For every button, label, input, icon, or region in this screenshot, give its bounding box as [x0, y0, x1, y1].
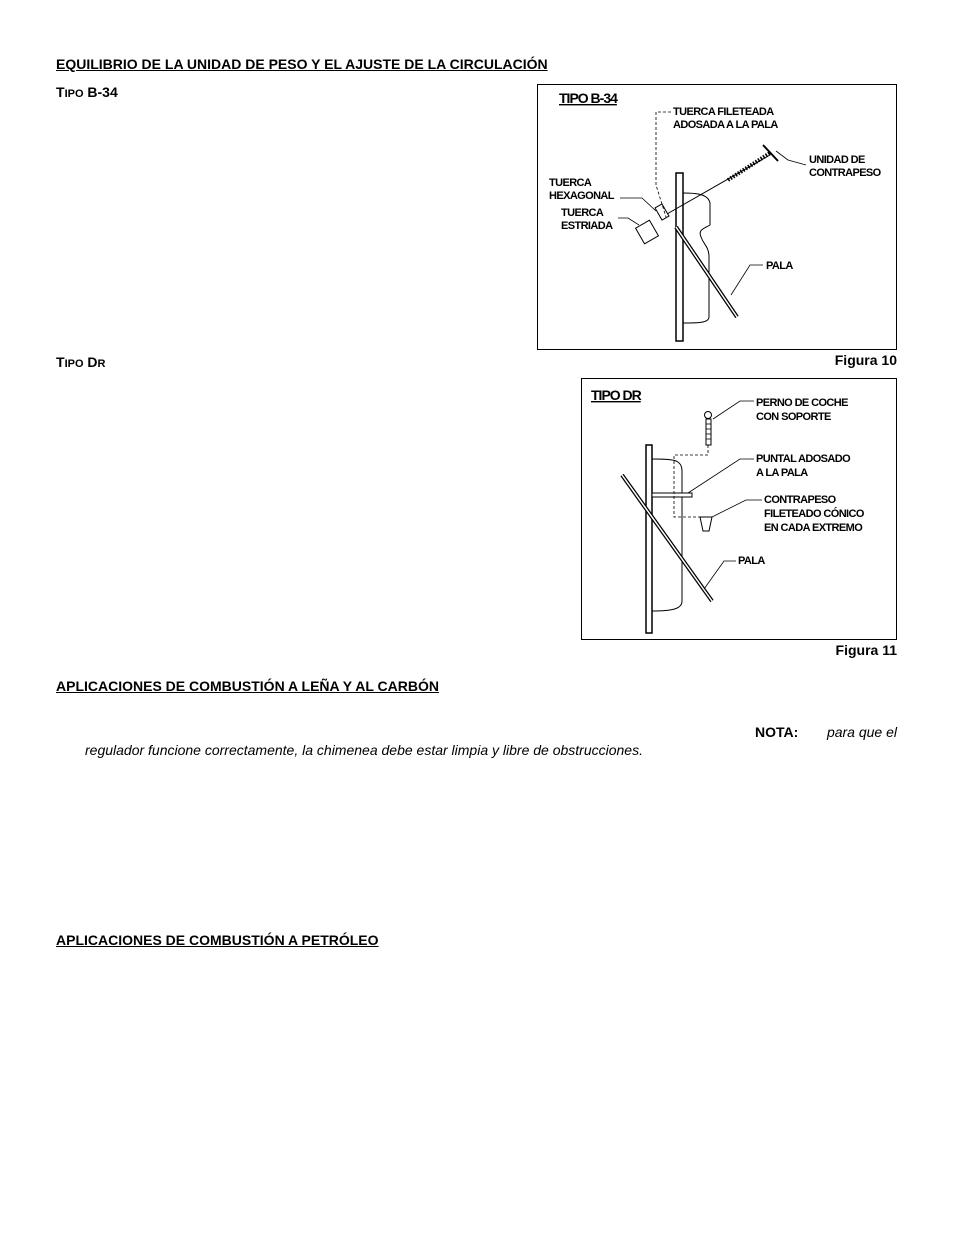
section-title-balance: EQUILIBRIO DE LA UNIDAD DE PESO Y EL AJUSTE DE LA CIRCULACIÓN	[56, 56, 548, 72]
fig11-label-blade: PALA	[738, 555, 765, 567]
fig11-label-counterweight-3: EN CADA EXTREMO	[764, 522, 863, 534]
fig11-bolt-shank	[706, 419, 711, 445]
figure-11-diagram	[581, 378, 897, 640]
fig11-frame-bar	[646, 445, 652, 633]
subheading-b34-smallcaps: IPO	[64, 88, 84, 100]
fig11-label-strut-2: A LA PALA	[756, 467, 808, 479]
fig10-label-blade: PALA	[766, 260, 793, 272]
fig10-title: TIPO B-34	[559, 90, 617, 106]
subheading-dr-smallcaps: IPO	[64, 358, 84, 370]
fig10-label-threaded-nut-1: TUERCA FILETEADA	[673, 106, 774, 118]
fig10-label-counterweight-2: CONTRAPESO	[809, 167, 881, 179]
note-text-continuation: regulador funcione correctamente, la chimenea debe estar limpia y libre de obstrucciones.	[85, 742, 643, 758]
fig11-label-bolt-1: PERNO DE COCHE	[756, 397, 848, 409]
fig10-counterweight-end	[763, 145, 778, 161]
subheading-dr-initial: T	[56, 354, 65, 370]
subheading-dr-mid: D	[83, 354, 98, 370]
fig11-title: TIPO DR	[591, 387, 641, 403]
fig11-label-counterweight-1: CONTRAPESO	[764, 494, 836, 506]
fig10-label-hex-nut-2: HEXAGONAL	[549, 190, 614, 202]
subheading-type-dr	[56, 354, 105, 370]
fig10-label-threaded-nut-2: ADOSADA A LA PALA	[673, 119, 778, 131]
subheading-type-b34	[56, 84, 118, 100]
fig10-leader-blade	[731, 265, 763, 295]
fig10-leader-counterweight	[776, 151, 806, 165]
subheading-dr-last: R	[97, 358, 106, 370]
note-label: NOTA:	[755, 724, 799, 740]
fig11-strut	[652, 493, 692, 497]
figure-11-caption: Figura 11	[835, 642, 897, 658]
fig10-label-counterweight-1: UNIDAD DE	[809, 154, 865, 166]
fig10-label-hex-nut-1: TUERCA	[549, 177, 592, 189]
fig11-leader-strut	[688, 459, 754, 493]
fig11-bracket-outline	[674, 445, 708, 517]
fig10-threaded-section	[728, 153, 770, 180]
fig10-leader-threaded-nut	[656, 112, 671, 217]
figure-10-diagram	[537, 84, 897, 350]
fig10-label-knurled-nut-2: ESTRIADA	[561, 220, 613, 232]
section-title-oil: APLICACIONES DE COMBUSTIÓN A PETRÓLEO	[56, 932, 379, 948]
fig11-cone-counterweight	[700, 517, 712, 531]
note-text-start: para que el	[826, 724, 897, 740]
fig10-frame-bar	[676, 173, 683, 341]
figure-10-drawing	[538, 85, 896, 349]
fig11-leader-counterweight	[712, 500, 762, 517]
figure-10-caption: Figura 10	[834, 352, 897, 368]
figure-11-drawing	[582, 379, 896, 639]
section-title-wood-coal: APLICACIONES DE COMBUSTIÓN A LEÑA Y AL CARBÓN	[56, 678, 439, 694]
fig11-label-bolt-2: CON SOPORTE	[756, 411, 831, 423]
fig10-leader-knurled-nut	[618, 218, 639, 225]
fig10-leader-hex-nut	[620, 198, 656, 211]
note-first-line	[755, 724, 897, 740]
fig10-hex-nut	[655, 204, 669, 220]
fig10-knurled-nut	[636, 220, 659, 244]
fig10-label-knurled-nut-1: TUERCA	[561, 207, 604, 219]
fig11-bolt-head	[705, 412, 712, 419]
subheading-b34-suffix: B-34	[83, 84, 118, 100]
subheading-b34-initial: T	[56, 84, 65, 100]
fig11-leader-bolt	[713, 401, 754, 419]
fig11-leader-blade	[704, 561, 736, 589]
fig11-label-strut-1: PUNTAL ADOSADO	[756, 453, 851, 465]
fig11-label-counterweight-2: FILETEADO CÓNICO	[764, 508, 864, 520]
fig10-blade-inner	[676, 227, 737, 317]
